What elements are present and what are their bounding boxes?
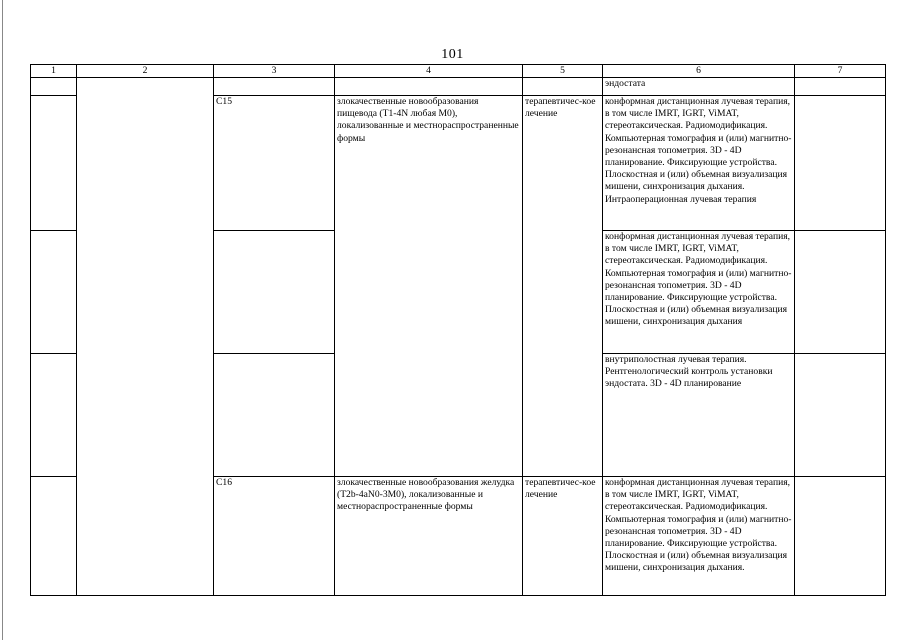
cell-col1: [31, 231, 77, 354]
cell-col1: [31, 96, 77, 231]
cell-col3: [214, 78, 335, 96]
cell-icd-code: [214, 231, 335, 354]
page-number: 101: [441, 47, 464, 62]
cell-col7: [795, 96, 886, 231]
cell-diagnosis: злокачественные новообразования пищевода (T1-4N любая M0), локализованные и местнораспространенные формы: [335, 96, 523, 477]
column-header-4: 4: [335, 65, 523, 78]
cell-method: конформная дистанционная лучевая терапия, в том числе IMRT, IGRT, ViMAT, стереотаксическая. Радиомодификация. Компьютерная томография и (или) магнитно-резонансная топометрия. 3D - 4D планирование. Фиксирующие устройства. Плоскостная и (или) объемная визуализация мишени, синхронизация дыхания. Интраоперационная лучевая терапия: [603, 96, 795, 231]
cell-treatment-type: терапевтичес-кое лечение: [523, 96, 603, 477]
column-number-header-row: [31, 65, 886, 78]
column-header-6: 6: [603, 65, 795, 78]
cell-col2-merged: [77, 78, 214, 596]
cell-col7: [795, 477, 886, 596]
cell-col1: [31, 78, 77, 96]
cell-col7: [795, 78, 886, 96]
continuation-row: [31, 78, 886, 96]
page-left-edge: [2, 0, 3, 640]
cell-col1: [31, 477, 77, 596]
cell-method: эндостата: [603, 78, 795, 96]
column-header-1: 1: [31, 65, 77, 78]
column-header-2: 2: [77, 65, 214, 78]
cell-col7: [795, 354, 886, 477]
cell-icd-code: C15: [214, 96, 335, 231]
cell-method: конформная дистанционная лучевая терапия, в том числе IMRT, IGRT, ViMAT, стереотаксическая. Радиомодификация. Компьютерная томография и (или) магнитно-резонансная топометрия. 3D - 4D планирование. Фиксирующие устройства. Плоскостная и (или) объемная визуализация мишени, синхронизация дыхания.: [603, 477, 795, 596]
cell-col7: [795, 231, 886, 354]
cell-icd-code: [214, 354, 335, 477]
medical-care-table: [30, 64, 886, 596]
cell-col4: [335, 78, 523, 96]
column-header-7: 7: [795, 65, 886, 78]
cell-col1: [31, 354, 77, 477]
column-header-3: 3: [214, 65, 335, 78]
column-header-5: 5: [523, 65, 603, 78]
cell-method: конформная дистанционная лучевая терапия, в том числе IMRT, IGRT, ViMAT, стереотаксическая. Радиомодификация. Компьютерная томография и (или) магнитно-резонансная топометрия. 3D - 4D планирование. Фиксирующие устройства. Плоскостная и (или) объемная визуализация мишени, синхронизация дыхания: [603, 231, 795, 354]
cell-method: внутриполостная лучевая терапия. Рентгенологический контроль установки эндостата. 3D - 4D планирование: [603, 354, 795, 477]
cell-col5: [523, 78, 603, 96]
cell-treatment-type: терапевтичес-кое лечение: [523, 477, 603, 596]
cell-icd-code: C16: [214, 477, 335, 596]
cell-diagnosis: злокачественные новообразования желудка (T2b-4aN0-3M0), локализованные и местнораспространенные формы: [335, 477, 523, 596]
